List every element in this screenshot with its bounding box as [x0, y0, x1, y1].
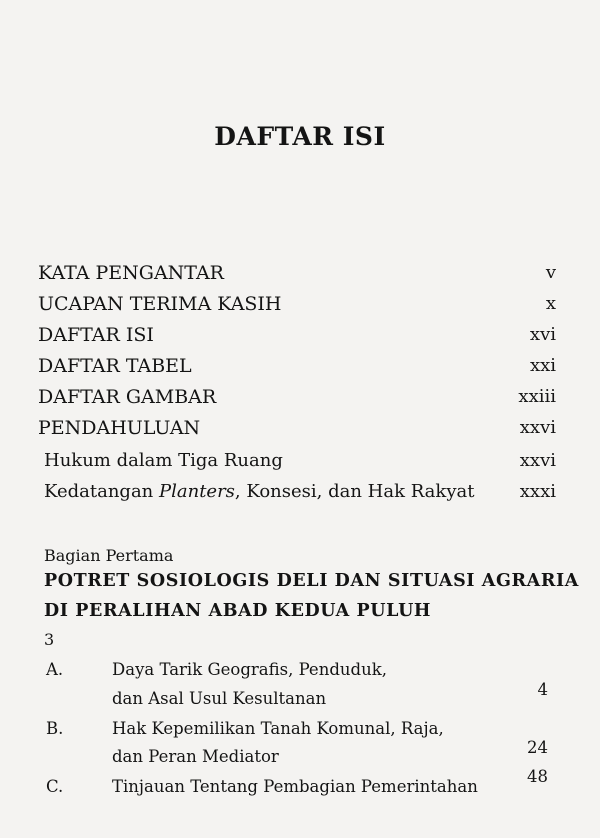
- section-title-line2: DI PERALIHAN ABAD KEDUA PULUH: [44, 601, 432, 621]
- toc-subentry: [38, 450, 556, 478]
- toc-subentry-page: xxvi: [519, 450, 556, 471]
- toc-entry-page: xxvi: [519, 417, 556, 438]
- toc-entry-page: x: [545, 293, 556, 314]
- toc-entry-page: xxiii: [518, 386, 556, 407]
- item-page-number: 48: [527, 767, 548, 786]
- toc-subentry-label: Hukum dalam Tiga Ruang: [44, 450, 283, 471]
- item-text-line1: Hak Kepemilikan Tanah Komunal, Raja,: [112, 719, 444, 738]
- toc-entry: [38, 293, 556, 321]
- item-text-line1: Daya Tarik Geografis, Penduduk,: [112, 660, 387, 679]
- toc-subentry-page: xxxi: [519, 481, 556, 502]
- page-title: DAFTAR ISI: [214, 122, 386, 151]
- toc-entry-page: xxi: [529, 355, 556, 376]
- section-title-line1: POTRET SOSIOLOGIS DELI DAN SITUASI AGRARIA: [44, 571, 579, 591]
- toc-entry: [38, 355, 556, 383]
- toc-entry: [38, 324, 556, 352]
- toc-subentry-label: Kedatangan Planters, Konsesi, dan Hak Rakyat: [44, 481, 475, 502]
- toc-entry-page: xvi: [529, 324, 556, 345]
- item-letter: B.: [46, 719, 64, 738]
- toc-entry-page: v: [545, 262, 556, 283]
- toc-entry-label: DAFTAR ISI: [38, 324, 154, 346]
- item-page-number: 24: [527, 738, 548, 757]
- toc-entry: [38, 386, 556, 414]
- section-page-number: 3: [44, 630, 55, 649]
- item-text-line2: dan Peran Mediator: [112, 747, 279, 766]
- toc-subentry: [38, 481, 556, 509]
- toc-entry-label: DAFTAR TABEL: [38, 355, 192, 377]
- item-letter: C.: [46, 777, 64, 796]
- toc-entry: [38, 417, 556, 445]
- item-text-line1: Tinjauan Tentang Pembagian Pemerintahan: [112, 777, 478, 796]
- section-kicker: Bagian Pertama: [44, 546, 174, 565]
- italic-term: Planters: [159, 481, 235, 502]
- item-page-number: 4: [537, 680, 548, 699]
- toc-entry-label: KATA PENGANTAR: [38, 262, 224, 284]
- toc-entry: [38, 262, 556, 290]
- toc-entry-label: UCAPAN TERIMA KASIH: [38, 293, 282, 315]
- toc-entry-label: DAFTAR GAMBAR: [38, 386, 217, 408]
- item-letter: A.: [46, 660, 64, 679]
- toc-entry-label: PENDAHULUAN: [38, 417, 201, 439]
- item-text-line2: dan Asal Usul Kesultanan: [112, 689, 327, 708]
